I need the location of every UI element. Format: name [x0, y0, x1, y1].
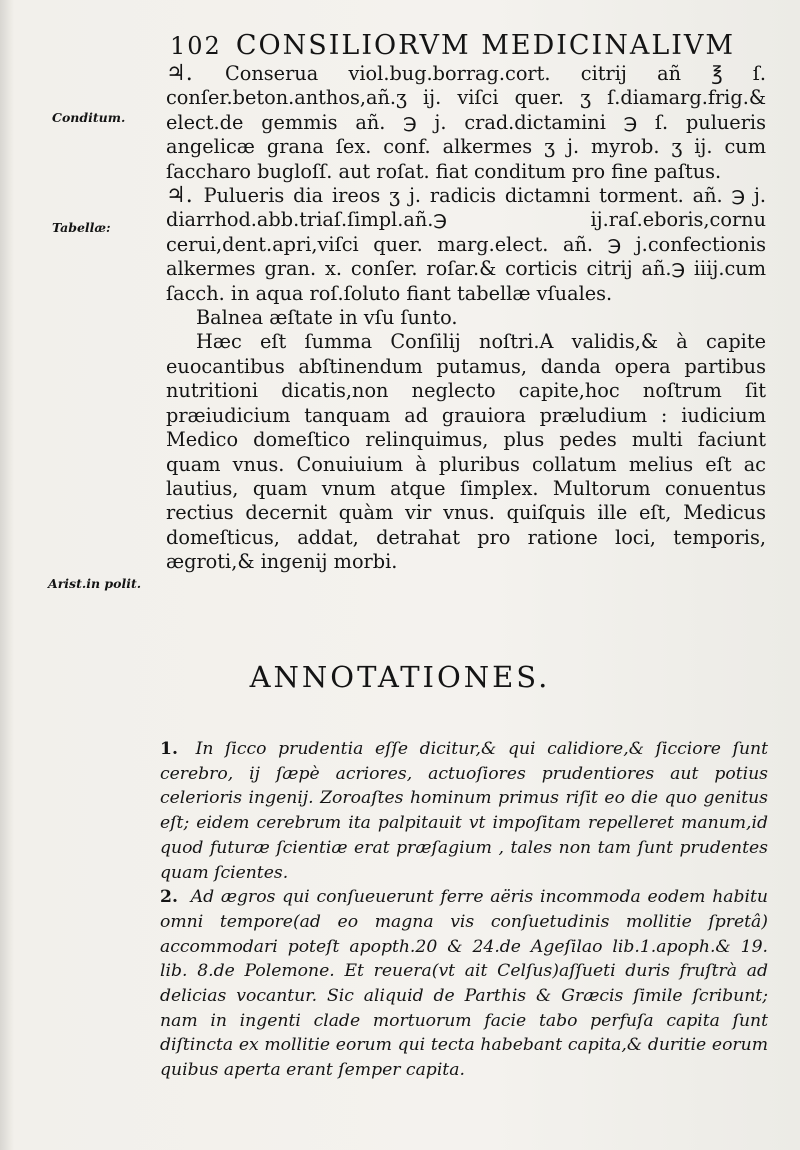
prescription-conditum-text: Conserua viol.bug.borrag.cort. citrij añ ℥ ſ. conſer.beton.anthos,añ.ʒ ij. viſci quer. ʒ ſ.diamarg.frig.& elect.de gemmis añ. ℈ j. crad.dictamini ℈ ſ. pulueris angelicæ grana ſex. conf. alkermes ʒ j. myrob. ʒ ij. cum ſaccharo bugloſſ. aut roſat. fiat conditum pro fine paſtus.	[166, 62, 766, 183]
recipe-symbol: ♃.	[166, 183, 193, 209]
annotations-list	[160, 737, 768, 1083]
running-head	[170, 30, 770, 61]
prescription-tabellae-text: Pulueris dia ireos ʒ j. radicis dictamni torment. añ. ℈ j. diarrhod.abb.triaſ.ſimpl.añ.℈ ij.raſ.eboris,cornu cerui,dent.apri,viſci quer. marg.elect. añ. ℈ j.confectionis alkermes gran. x. conſer. roſar.& corticis citrij añ.℈ iiij.cum ſacch. in aqua roſ.ſoluto fiant tabellæ vſuales.	[166, 184, 766, 305]
prescription-tabellae	[166, 184, 766, 306]
summa-paragraph: Hæc eſt ſumma Conſilij noſtri.A validis,& à capite euocantibus abſtinendum putamus, danda opera partibus nutritioni dicatis,non neglecto capite,hoc noſtrum ſit præiudicium tanquam ad grauiora præludium : iudicium Medico domeſtico relinquimus, plus pedes multi faciunt quam vnus. Conuiuium à pluribus collatum melius eſt ac lautius, quam vnum atque ſimplex. Multorum conuentus rectius decernit quàm vir vnus. quiſquis ille eſt, Medicus domeſticus, addat, detrahat pro ratione loci, temporis, ægroti,& ingenij morbi.	[166, 330, 766, 574]
annotations-heading: ANNOTATIONES.	[249, 660, 551, 694]
page-number: 102	[170, 32, 222, 60]
annotation-item	[160, 885, 768, 1083]
annotation-text: In ſicco prudentia eſſe dicitur,& qui calidiore,& ſicciore ſunt cerebro, ij ſæpè acriores, actuoſiores prudentiores aut potius celerioris ingenij. Zoroaſtes hominum primus riſit eo die quo genitus eſt; eidem cerebrum ita palpitauit vt impoſitam repelleret manum,id quod futuræ ſcientiæ erat præſagium , tales non tam ſunt prudentes quam ſcientes.	[160, 739, 768, 883]
running-title: CONSILIORVM MEDICINALIVM	[235, 30, 736, 61]
prescription-conditum	[166, 62, 766, 184]
margin-note-conditum: Conditum.	[52, 110, 126, 125]
annotation-number: 2.	[160, 887, 178, 908]
balnea-line: Balnea æſtate in vſu ſunto.	[196, 306, 458, 330]
margin-note-tabellae: Tabellæ:	[52, 220, 111, 235]
recipe-symbol: ♃.	[166, 61, 193, 86]
annotation-number: 1.	[160, 739, 178, 759]
annotation-text: Ad ægros qui conſueuerunt ferre aëris incommoda eodem habitu omni tempore(ad eo magna vis conſuetudinis mollitie ſpretâ) accommodari poteſt apopth.20 & 24.de Ageſilao lib.1.apoph.& 19. lib. 8.de Polemone. Et reuera(vt ait Celſus)aſſueti duris fruſtrà ad delicias vocantur. Sic aliquid de Parthis & Græcis ſimile ſcribunt; nam in ingenti clade mortuorum facie tabo perfuſa capita ſunt diſtincta ex mollitie eorum qui tecta habebant capita,& duritie eorum quibus aperta erant ſemper capita.	[160, 887, 768, 1081]
main-text	[166, 62, 766, 575]
annotation-item	[160, 737, 768, 885]
margin-note-arist: Arist.in polit.	[48, 576, 142, 591]
